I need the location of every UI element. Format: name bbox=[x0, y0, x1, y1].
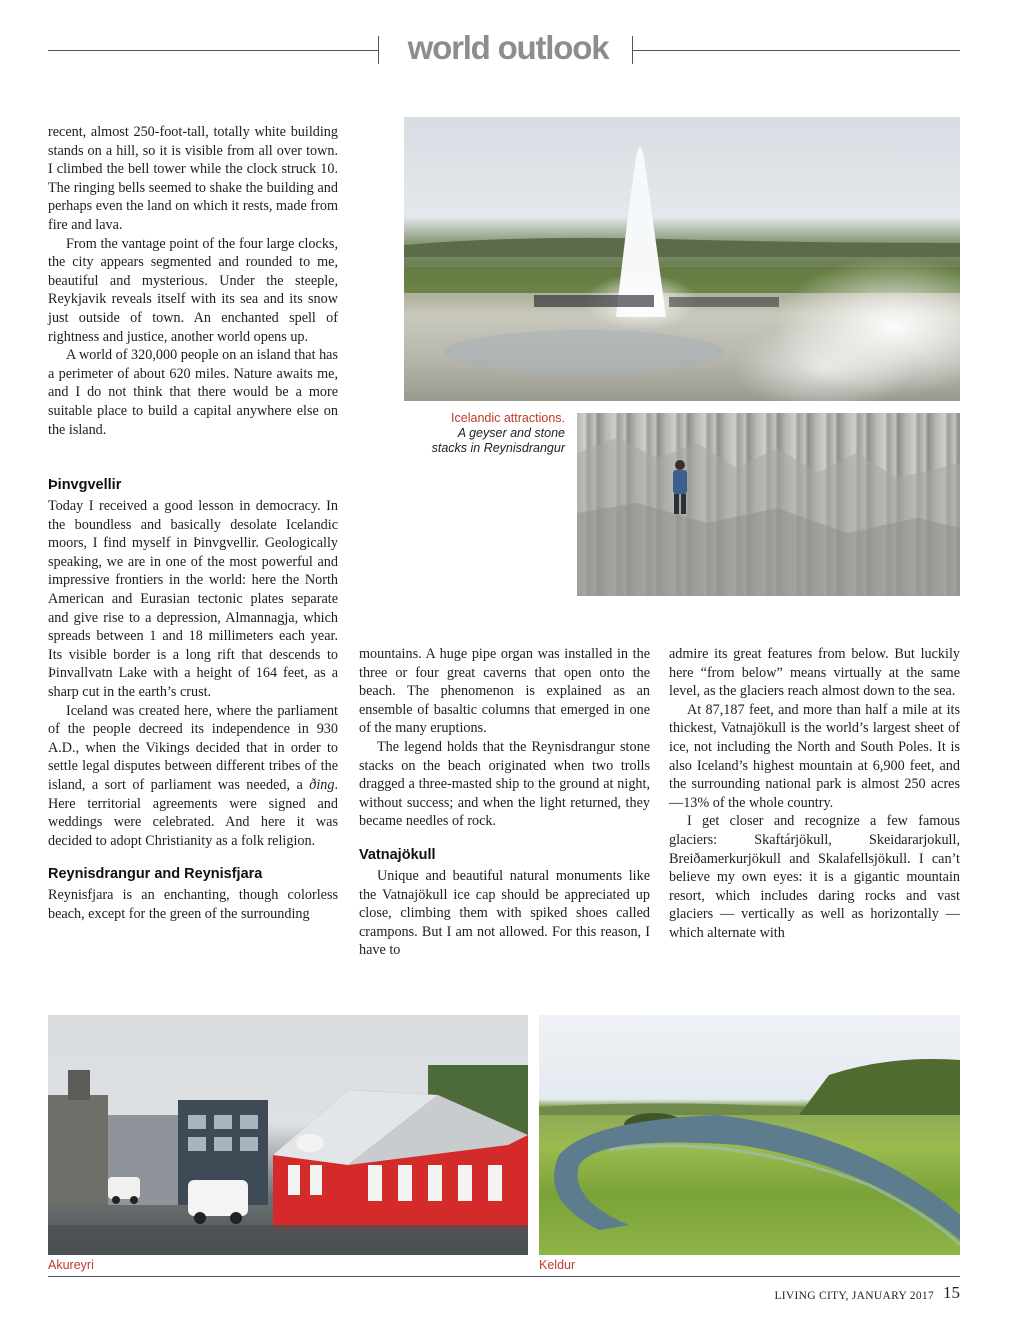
article-column-3 bbox=[669, 645, 960, 943]
text-run: Iceland was created here, where the parliament of the people decreed its independence in 930 A.D., when the Vikings decided that in order to settle legal disputes between different tribes of the island, a sort of parliament was needed, a bbox=[48, 702, 338, 793]
article-column-1-top bbox=[48, 123, 338, 439]
caption-keldur: Keldur bbox=[539, 1258, 576, 1272]
caption-line: stacks in Reynisdrangur bbox=[431, 441, 565, 455]
caption-attractions bbox=[420, 411, 565, 456]
akureyri-photo bbox=[48, 1015, 528, 1255]
paragraph: A world of 320,000 people on an island that has a perimeter of about 620 miles. Nature awaits me, and I do not think that there would be a more suitable place to build a capital anywhere else on the island. bbox=[48, 347, 338, 438]
geyser-illustration bbox=[404, 117, 960, 401]
paragraph: Reynisfjara is an enchanting, though colorless beach, except for the green of the surrounding bbox=[48, 887, 338, 922]
header-rule-left bbox=[48, 50, 378, 51]
header-tick-left bbox=[378, 36, 379, 64]
paragraph: From the vantage point of the four large clocks, the city appears segmented and rounded to me, beautiful and mysterious. Under the steeple, Reykjavik reveals itself with its sea and its snow just outside of town. An enchanted spell of rightness and justice, another world opens up. bbox=[48, 235, 338, 345]
paragraph: mountains. A huge pipe organ was installed in the three or four great caverns that open onto the beach. The phenomenon is explained as an ensemble of basaltic columns that emerged in one of the many eruptions. bbox=[359, 646, 650, 737]
basalt-columns-photo bbox=[577, 413, 960, 596]
page-number: 15 bbox=[943, 1283, 960, 1302]
section-title: world outlook bbox=[407, 29, 609, 66]
paragraph: Unique and beautiful natural monuments like the Vatnajökull ice cap should be appreciated up close, climbing them with spiked shoes called crampons. But I am not allowed. For this reason, I have to bbox=[359, 867, 650, 959]
publication-line: LIVING CITY, JANUARY 2017 bbox=[774, 1290, 934, 1302]
paragraph: Today I received a good lesson in democracy. In the boundless and basically desolate Icelandic moors, I find myself in Þinvgvellir. Geologically speaking, we are in one of the most powerful and impressive frontiers in the world: here the North American and Eurasian tectonic plates separate and give rise to a depression, Almannagja, which spreads between 1 and 18 millimeters each year. Its visible border is a long rift that descends to Þinvallvatn Lake with a height of 164 feet, as a sharp cut in the earth’s crust. bbox=[48, 498, 338, 700]
subheading-reynisdrangur: Reynisdrangur and Reynisfjara bbox=[48, 866, 263, 883]
article-column-2 bbox=[359, 645, 650, 960]
basalt-illustration bbox=[577, 413, 960, 596]
paragraph bbox=[48, 702, 338, 851]
caption-title: Icelandic attractions. bbox=[451, 411, 565, 425]
caption-line: A geyser and stone bbox=[457, 426, 565, 440]
paragraph: admire its great features from below. But luckily here “from below” means virtually at the same level, as the glaciers reach almost down to the sea. bbox=[669, 646, 960, 700]
keldur-photo bbox=[539, 1015, 960, 1255]
caption-akureyri: Akureyri bbox=[48, 1258, 94, 1272]
subheading-thingvellir: Þinvgvellir bbox=[48, 477, 122, 493]
italic-term: ðing bbox=[309, 776, 335, 793]
paragraph: recent, almost 250-foot-tall, totally white building stands on a hill, so it is visible from all over town. I climbed the bell tower while the clock struck 10. The ringing bells seemed to shake the building and perhaps even the land on which it rests, made from fire and lava. bbox=[48, 124, 338, 233]
header-rule-right bbox=[632, 50, 960, 51]
text-run: . Here territorial agreements were signed and weddings were celebrated. And here it was decided to adopt Christianity as a folk religion. bbox=[48, 776, 338, 849]
paragraph: I get closer and recognize a few famous glaciers: Skaftárjökull, Skeidararjokull, Breiðamerkurjökull and Skalafellsjökull. I can’t believe my own eyes: it is a gigantic mountain resort, which includes daring rocks and vast glaciers — vertically as well as horizontally — which alternate with bbox=[669, 813, 960, 941]
paragraph: At 87,187 feet, and more than half a mile at its thickest, Vatnajökull is the world’s largest sheet of ice, not including the North and South Poles. It is also Iceland’s highest mountain at 6,900 feet, and the surrounding national park is almost 250 acres —13% of the whole country. bbox=[669, 701, 960, 811]
subheading-vatnajokull: Vatnajökull bbox=[359, 846, 436, 863]
geyser-photo bbox=[404, 117, 960, 401]
akureyri-illustration bbox=[48, 1015, 528, 1255]
keldur-illustration bbox=[539, 1015, 960, 1255]
paragraph: The legend holds that the Reynisdrangur stone stacks on the beach originated when two trolls dragged a three-masted ship to the ground at night, without success; and when the light returned, they became needles of rock. bbox=[359, 738, 650, 830]
footer-rule bbox=[48, 1276, 960, 1277]
article-column-1-bottom bbox=[48, 476, 338, 923]
